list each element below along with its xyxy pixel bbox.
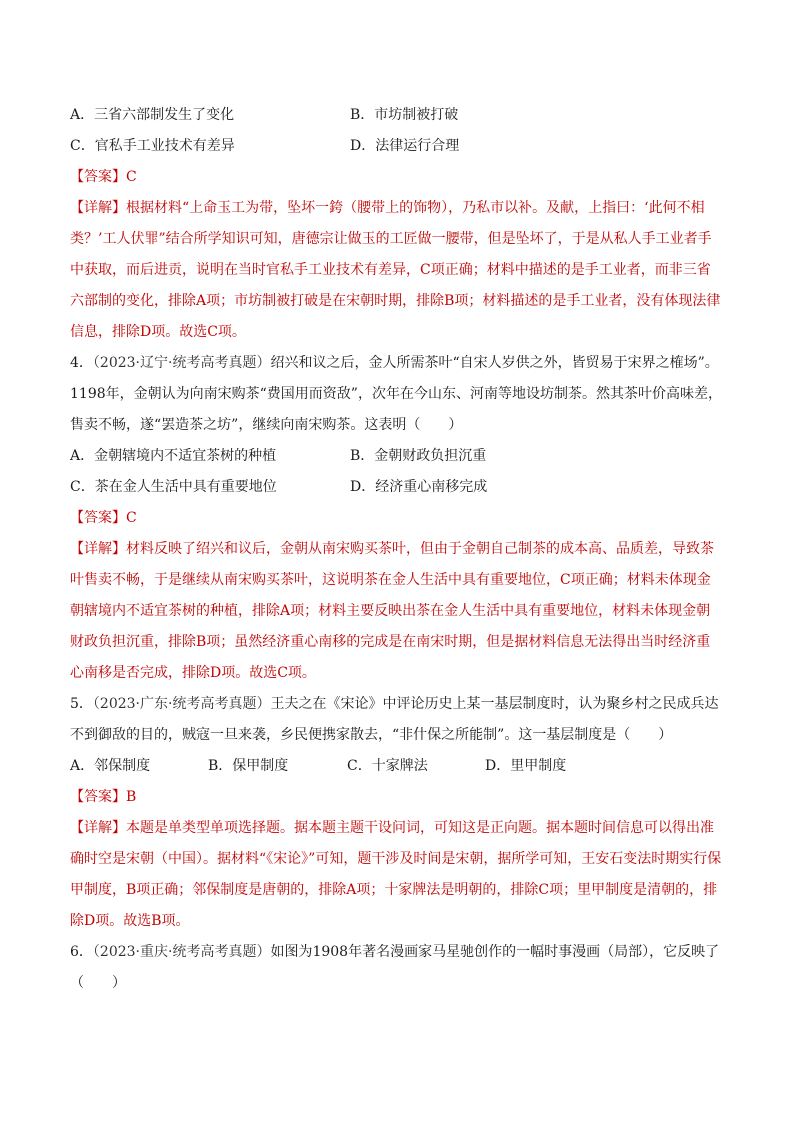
q6-stem-text: 如图为1908年著名漫画家马星驰创作的一幅时事漫画（局部），它反映了 [270,944,720,960]
q3-options-row-1 [70,100,724,131]
q4-option-c: C．茶在金人生活中具有重要地位 [70,479,277,495]
q4-answer [70,503,724,534]
q5-option-a: A．邻保制度 [70,758,151,774]
q4-answer-value: C [126,510,137,526]
q4-stem [70,348,724,441]
q5-answer-tag: 【答案】 [70,789,126,805]
q5-stem [70,689,724,751]
q4-option-d: D．经济重心南移完成 [350,479,488,495]
q3-detail-tag: 【详解】 [70,200,126,216]
q6-number: 6． [70,944,93,960]
q4-number: 4． [70,355,93,371]
q5-detail-text: 本题是单类型单项选择题。据本题主题干设问词，可知这是正向题。据本题时间信息可以得出准确时空是宋朝（中国）。据材料“《宋论》”可知，题干涉及时间是宋朝，据所学可知，王安石变法时期实行保甲制度，B项正确；邻保制度是唐朝的，排除A项；十家牌法是明朝的，排除C项；里甲制度是清朝的，排除D项。故选B项。 [70,820,722,929]
q3-answer [70,162,724,193]
q5-answer [70,782,724,813]
q5-answer-value: B [126,789,137,805]
q4-detail-text: 材料反映了绍兴和议后，金朝从南宋购买茶叶，但由于金朝自己制茶的成本高、品质差，导致茶叶售卖不畅，于是继续从南宋购买茶叶，这说明茶在金人生活中具有重要地位，C项正确；材料未体现金朝辖境内不适宜茶树的种植，排除A项；材料主要反映出茶在金人生活中具有重要地位，材料未体现金朝财政负担沉重，排除B项；虽然经济重心南移的完成是在南宋时期，但是据材料信息无法得出当时经济重心南移是否完成，排除D项。故选C项。 [70,541,714,681]
q6-source: （2023·重庆·统考高考真题） [92,944,271,960]
q4-options-row-2 [70,472,724,503]
q3-answer-value: C [126,169,137,185]
q3-answer-tag: 【答案】 [70,169,126,185]
q4-option-a: A．金朝辖境内不适宜茶树的种植 [70,448,277,464]
q3-options-row-2 [70,131,724,162]
q3-detail [70,193,724,348]
q5-option-d: D．里甲制度 [485,758,567,774]
q6-stem [70,937,724,968]
q5-stem-text: 王夫之在《宋论》中评论历史上某一基层制度时，认为聚乡村之民成兵达不到御敌的目的，贼寇一旦来袭，乡民便携家散去，“非什保之所能制”。这一基层制度是（ ） [70,696,719,743]
q4-options-row-1 [70,441,724,472]
q5-option-b: B．保甲制度 [208,758,289,774]
q4-detail [70,534,724,689]
q4-stem-text: 绍兴和议之后，金人所需茶叶“自宋人岁供之外，皆贸易于宋界之榷场”。1198年，金朝认为向南宋购茶“费国用而资敌”，次年在今山东、河南等地设坊制茶。然其茶叶价高味差，售卖不畅，遂“罢造茶之坊”，继续向南宋购茶。这表明（ ） [70,355,722,433]
q3-option-c: C．官私手工业技术有差异 [70,138,235,154]
q5-options-row [70,751,724,782]
q4-option-b: B．金朝财政负担沉重 [350,448,487,464]
q3-detail-text: 根据材料“上命玉工为带，坠坏一銙（腰带上的饰物），乃私市以补。及献，上指曰：‘此何不相类？’工人伏罪”结合所学知识可知，唐德宗让做玉的工匠做一腰带，但是坠坏了，于是从私人手工业者手中获取，而后进贡，说明在当时官私手工业技术有差异，C项正确；材料中描述的是手工业者，而非三省六部制的变化，排除A项；市坊制被打破是在宋朝时期，排除B项；材料描述的是手工业者，没有体现法律信息，排除D项。故选C项。 [70,200,721,340]
q3-option-d: D．法律运行合理 [350,138,460,154]
document-content [70,100,724,999]
q5-option-c: C．十家牌法 [347,758,428,774]
q4-source: （2023·辽宁·统考高考真题） [92,355,271,371]
q3-option-b: B．市坊制被打破 [350,107,459,123]
q5-number: 5． [70,696,93,712]
q6-stem-end: （ ） [70,975,126,991]
q5-detail-tag: 【详解】 [70,820,126,836]
q5-detail [70,813,724,937]
q5-source: （2023·广东·统考高考真题） [92,696,271,712]
q4-answer-tag: 【答案】 [70,510,126,526]
q4-detail-tag: 【详解】 [70,541,126,557]
q3-option-a: A．三省六部制发生了变化 [70,107,235,123]
